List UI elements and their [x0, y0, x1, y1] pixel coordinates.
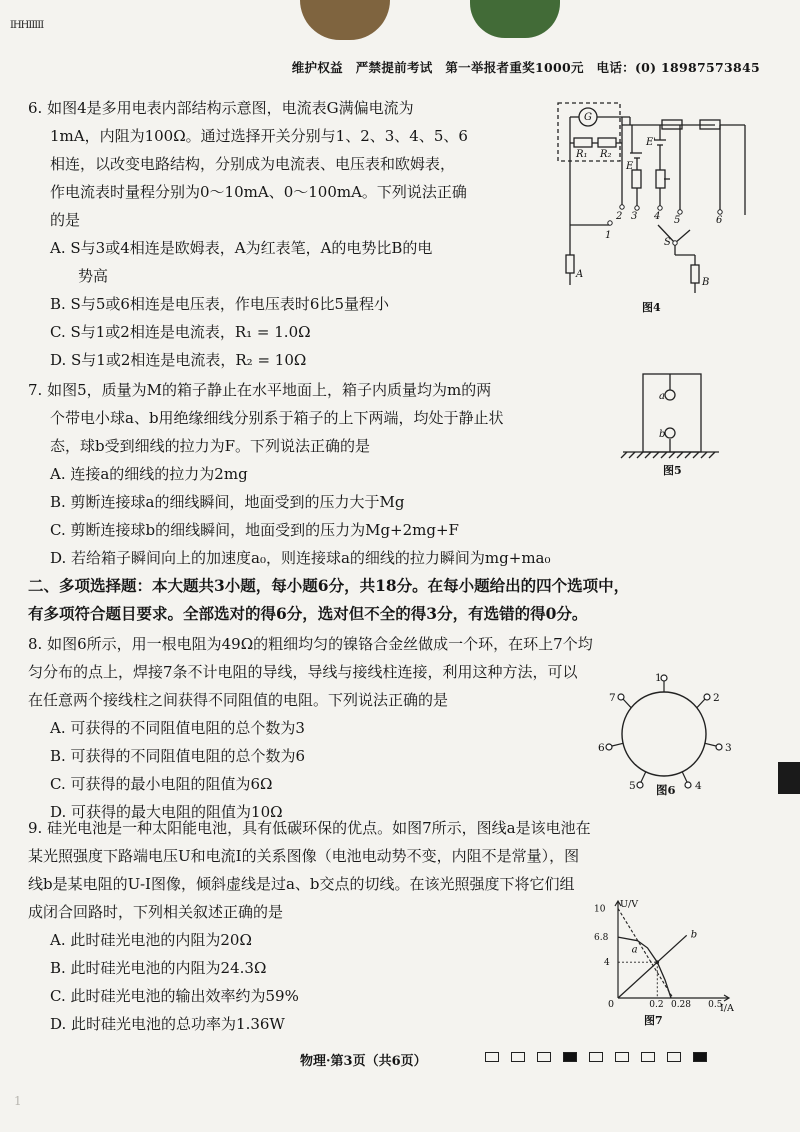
figure-7-caption: 图7: [644, 1014, 663, 1027]
page-footer: 物理·第3页（共6页）: [300, 1054, 427, 1069]
figure-6-ring: [598, 670, 738, 800]
q6-option-d: D. S与1或2相连是电流表，R₂ = 10Ω: [50, 351, 307, 369]
x-tick-label: 0.5: [708, 1000, 723, 1010]
q8-option-d: D. 可获得的最大电阻的阻值为10Ω: [50, 803, 283, 821]
figure-4-multimeter-circuit: [550, 95, 765, 317]
label-ball-a: a: [659, 391, 665, 402]
ball-b: [665, 428, 675, 438]
terminal-label-6: 6: [598, 742, 605, 754]
terminal-4: [685, 782, 691, 788]
q6-option-b: B. S与5或6相连是电压表，作电压表时6比5量程小: [50, 295, 390, 313]
q7-option-a: A. 连接a的细线的拉力为2mg: [50, 465, 248, 483]
terminal-label-4: 4: [695, 780, 702, 792]
exam-notice-header: 维护权益 严禁提前考试 第一举报者重奖1000元 电话：(0) 18987573845: [291, 60, 760, 75]
x-tick-label: 0.2: [649, 1000, 664, 1010]
figure-4-caption: 图4: [642, 301, 661, 314]
q6-option-a-cont: 势高: [78, 267, 109, 285]
terminal-5: [637, 782, 643, 788]
label-r2: R₂: [600, 149, 612, 160]
q6-line-1: 6. 如图4是多用电表内部结构示意图，电流表G满偏电流为: [28, 99, 414, 117]
q7-line-3: 态，球b受到细线的拉力为F。下列说法正确的是: [50, 437, 371, 455]
figure-7-ui-chart: [588, 898, 738, 1028]
series-tangent: [618, 909, 673, 999]
y-tick-label: 6.8: [594, 933, 609, 944]
terminal-3: [716, 744, 722, 750]
progress-box: [563, 1052, 577, 1062]
q9-line-3: 线b是某电阻的U-I图像，倾斜虚线是过a、b交点的切线。在该光照强度下将它们组: [28, 875, 575, 893]
q8-line-2: 匀分布的点上，焊接7条不计电阻的导线，导线与接线柱连接，利用这种方法，可以: [28, 663, 578, 681]
q7-option-d: D. 若给箱子瞬间向上的加速度a₀，则连接球a的细线的拉力瞬间为mg+ma₀: [50, 549, 551, 567]
q9-line-4: 成闭合回路时，下列相关叙述正确的是: [28, 903, 284, 921]
intersection-point: [655, 960, 659, 964]
label-4: 4: [654, 211, 661, 222]
q9-line-2: 某光照强度下路端电压U和电流I的关系图像（电池电动势不变，内阻不是常量），图: [28, 847, 580, 865]
label-g: G: [584, 112, 592, 123]
q9-line-1: 9. 硅光电池是一种太阳能电池，具有低碳环保的优点。如图7所示，图线a是该电池在: [28, 819, 591, 837]
q6-line-4: 作电流表时量程分别为0～10mA、0～100mA。下列说法正确: [50, 183, 467, 201]
resistor-r1: [574, 138, 592, 147]
label-ball-b: b: [659, 429, 666, 440]
y-axis-label: U/V: [620, 899, 639, 910]
progress-box: [589, 1052, 603, 1062]
terminal-label-5: 5: [629, 780, 636, 792]
section-2-heading: 二、多项选择题：本大题共3小题，每小题6分，共18分。在每小题给出的四个选项中，: [28, 576, 630, 595]
q8-line-1: 8. 如图6所示，用一根电阻为49Ω的粗细均匀的镍铬合金丝做成一个环，在环上7个均: [28, 635, 593, 653]
progress-box: [511, 1052, 525, 1062]
label-b: B: [702, 277, 710, 288]
label-e-prime: E': [646, 137, 657, 148]
ring: [622, 692, 706, 776]
label-1: 1: [605, 230, 612, 241]
q8-line-3: 在任意两个接线柱之间获得不同阻值的电阻。下列说法正确的是: [28, 691, 449, 709]
terminal-1: [661, 675, 667, 681]
terminal-label-1: 1: [655, 672, 662, 684]
label-e: E: [626, 161, 634, 172]
y-tick-label: 10: [594, 904, 606, 915]
label-a: A: [576, 269, 584, 280]
q6-option-c: C. S与1或2相连是电流表，R₁ = 1.0Ω: [50, 323, 311, 341]
figure-5-caption: 图5: [663, 464, 682, 477]
resistor-ohm-1: [632, 170, 641, 188]
resistor-ohm-2: [656, 170, 665, 188]
ball-a: [665, 390, 675, 400]
resistor-r2: [598, 138, 616, 147]
progress-box: [537, 1052, 551, 1062]
label-2: 2: [616, 211, 623, 222]
q9-option-a: A. 此时硅光电池的内阻为20Ω: [50, 931, 252, 949]
progress-box: [485, 1052, 499, 1062]
terminal-2: [704, 694, 710, 700]
label-r1: R₁: [576, 149, 588, 160]
label-3: 3: [631, 211, 638, 222]
banner-image-left: [300, 0, 390, 40]
figure-5-box: [615, 372, 725, 482]
progress-box: [615, 1052, 629, 1062]
q9-option-b: B. 此时硅光电池的内阻为24.3Ω: [50, 959, 267, 977]
series-a: [618, 937, 671, 998]
q6-line-5: 的是: [50, 211, 81, 229]
terminal-label-3: 3: [725, 742, 732, 754]
bottom-number: 1: [14, 1094, 22, 1108]
q9-option-c: C. 此时硅光电池的输出效率约为59%: [50, 987, 299, 1005]
q8-option-c: C. 可获得的最小电阻的阻值为6Ω: [50, 775, 273, 793]
series-label-a: a: [631, 944, 638, 956]
figure-6-caption: 图6: [656, 783, 676, 797]
page-progress-boxes: [485, 1052, 707, 1062]
probe-b: [691, 265, 699, 283]
origin-label: 0: [608, 999, 615, 1010]
probe-a: [566, 255, 574, 273]
q8-option-a: A. 可获得的不同阻值电阻的总个数为3: [50, 719, 305, 737]
corner-marks: IHHIIIII: [10, 20, 44, 31]
q7-option-c: C. 剪断连接球b的细线瞬间，地面受到的压力为Mg+2mg+F: [50, 521, 459, 539]
banner-image-right: [470, 0, 560, 38]
terminal-label-7: 7: [609, 692, 616, 704]
terminal-7: [618, 694, 624, 700]
progress-box: [693, 1052, 707, 1062]
q9-option-d: D. 此时硅光电池的总功率为1.36W: [50, 1015, 285, 1033]
q7-line-1: 7. 如图5，质量为M的箱子静止在水平地面上，箱子内质量均为m的两: [28, 381, 492, 399]
side-tab-marker: [778, 762, 800, 794]
terminal-label-2: 2: [713, 692, 720, 704]
y-tick-label: 4: [604, 958, 610, 969]
x-axis-label: I/A: [720, 1003, 734, 1014]
q7-option-b: B. 剪断连接球a的细线瞬间，地面受到的压力大于Mg: [50, 493, 405, 511]
label-6: 6: [716, 215, 723, 226]
q6-line-3: 相连，以改变电路结构，分别成为电流表、电压表和欧姆表，: [50, 155, 456, 173]
series-label-b: b: [690, 929, 698, 941]
series-b: [618, 935, 687, 998]
progress-box: [667, 1052, 681, 1062]
label-5: 5: [674, 215, 681, 226]
terminal-6: [606, 744, 612, 750]
section-2-instructions: 有多项符合题目要求。全部选对的得6分，选对但不全的得3分，有选错的得0分。: [28, 604, 588, 623]
label-s: S: [664, 237, 671, 248]
box-outline: [643, 374, 701, 452]
q6-line-2: 1mA，内阻为100Ω。通过选择开关分别与1、2、3、4、5、6: [50, 127, 468, 145]
x-tick-label: 0.28: [670, 1000, 692, 1010]
q8-option-b: B. 可获得的不同阻值电阻的总个数为6: [50, 747, 306, 765]
top-banner: [0, 0, 800, 58]
q6-option-a: A. S与3或4相连是欧姆表，A为红表笔，A的电势比B的电: [50, 239, 433, 257]
q7-line-2: 个带电小球a、b用绝缘细线分别系于箱子的上下两端，均处于静止状: [50, 409, 504, 427]
progress-box: [641, 1052, 655, 1062]
